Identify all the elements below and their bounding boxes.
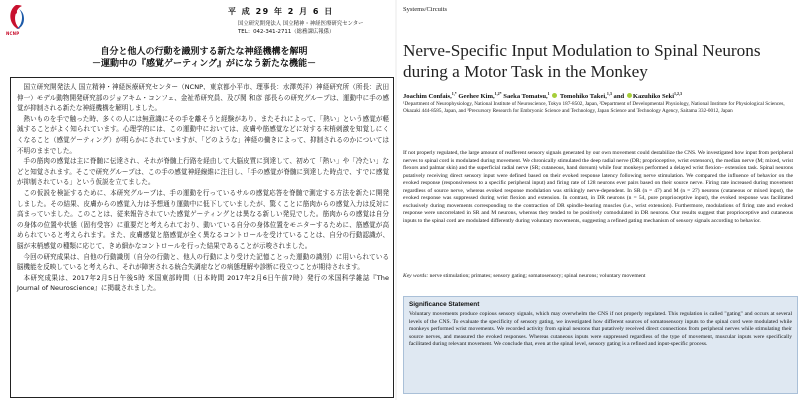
author-name: Kazuhiko Seki bbox=[632, 93, 675, 101]
body-paragraph: 今回の研究成果は、自他の行動識別（自分の行動と、他人の行動により受けた記憶ことった運動の識別）に用いられている脳機能を反映していると考えられ、それが障害される統合失調症などの病態理解や診断に役立つことが期待されます。 bbox=[17, 252, 389, 272]
japanese-press-release bbox=[0, 0, 395, 400]
body-paragraph: この仮説を検証するために、本研究グループは、手の運動を行っているサルの感覚応答を脊髄で測定する方法を新たに開発しました。その結果、皮膚からの感覚入力は予想通り運動中に低下していましたが、驚くことに筋肉からの感覚入力は反対に高まっていました。このことは、従来報告されていた感覚ゲーティングとは異なる新しい発見でした。筋肉からの感覚は自分の身体の位置や状態（固有受容）に重要だと考えられており、動いている自分の身体位置をモニターするために、筋感覚が高められていると考えられます。また、皮膚感覚と筋感覚が全く異なるコントロールを受けていることは、自分の行動認識が、脳が末梢感覚の種類に応じて、きめ細かなコントロールを行った結果であることが示唆されました。 bbox=[17, 188, 389, 250]
logo-text: NCNP bbox=[6, 31, 20, 36]
section-label: Systems/Circuits bbox=[403, 6, 448, 13]
subtitle-line: －運動中の『感覚ゲーティング』がになう新たな機能－ bbox=[91, 59, 317, 69]
author-name: Geehee Kim, bbox=[456, 93, 495, 101]
contact-phone: TEL：042-341-2711（総務課広報係） bbox=[238, 28, 335, 35]
organization-contact bbox=[238, 21, 363, 36]
body-paragraph: 本研究成果は、2017年2月5日午後5時 米国東部時間（日本時間 2017年2月6日午前7時）発行の米国科学雑誌『The Journal of Neuroscience』に掲載されました。 bbox=[17, 273, 389, 293]
significance-text: Voluntary movements produce copious sensory signals, which may overwhelm the CNS if not properly regulated. This regulation is called "gating" and occurs at several levels of the CNS. To evaluate the specificity of sensory gating, we investigated how different sources of somatosensory inputs to the spinal cord were modulated while monkeys performed wrist movements. We recorded activity from spinal neurons that putatively received direct connections from peripheral nerves while stimulating their source nerves, and measured the evoked responses. Whereas cutaneous inputs were suppressed regardless of the type of movement, muscular inputs were specifically facilitated during relevant movement. We conclude that, even at the spinal level, sensory gating is a refined and input-specific process. bbox=[409, 311, 792, 348]
press-release-title bbox=[44, 46, 364, 70]
organization-name: 国立研究開発法人 国立精神・神経医療研究センター bbox=[238, 21, 364, 27]
keywords bbox=[403, 273, 793, 279]
author-name: Joachim Confais, bbox=[403, 93, 452, 101]
press-release-body bbox=[10, 77, 394, 398]
keywords-label: Key words: bbox=[403, 273, 429, 279]
author-name: Tomohiko Takei, bbox=[558, 93, 607, 101]
significance-title: Significance Statement bbox=[409, 301, 480, 308]
keywords-list: nerve stimulation; primates; sensory gating; somatosensory; spinal neurons; voluntary movement bbox=[428, 273, 646, 279]
author-name: Saeka Tomatsu, bbox=[501, 93, 548, 101]
author-separator: and bbox=[611, 93, 626, 101]
orcid-icon[interactable] bbox=[627, 93, 632, 98]
ncnp-logo-icon bbox=[6, 3, 26, 33]
journal-paper bbox=[397, 0, 800, 400]
body-paragraph: 国立研究開発法人 国立精神・神経医療研究センター（NCNP、東京都小平市、理事長：水澤英洋）神経研究所（所長：武田伸一）モデル動物開発研究部のジョアキム・コンフェ、金祉希研究員、及び関 和彦 部長らの研究グループは、運動中に手の感覚が抑制される新たな神経機構を解明しました。 bbox=[17, 83, 389, 113]
significance-statement-box bbox=[403, 296, 798, 394]
release-date: 平 成 29 年 2 月 6 日 bbox=[228, 7, 334, 16]
author-list: Joachim Confais,$^{1,*}$ Geehee Kim,$^{1,2*}$ Saeka Tomatsu,$^1$ Tomohiko Takei,$^{1,3}$ and Kazuhiko Seki$^{1,2,3}$ bbox=[403, 91, 683, 101]
abstract: If not properly regulated, the large amount of reafferent sensory signals generated by our own movement could destabilize the CNS. We investigated how input from peripheral nerves to spinal cord is modulated during movement. We chronically stimulated the deep radial nerve (DR; proprioceptive, wrist extensors), the median nerve (M; mixed, wrist flexors and palmar skin) and the superficial radial nerve (SR; cutaneous, hand dorsum) while four monkeys performed a delayed wrist flexion– extension task. Spinal neurons putatively receiving direct sensory input were defined based on their evoked response latency following nerve stimulation. We compared the influence of behavior on the evoked response (responsiveness to a specific peripheral input) and firing rate of 128 neurons ever pairs based on their source nerve. Firing rate increased during movement regardless of source nerve, whereas evoked response modulation was strikingly nerve-dependent. In SR (n = 47) and M (n = 27) neurons (cutaneous or mixed input), the evoked response was suppressed during wrist flexion and extension. In contrast, in DR neurons (n = 54, pure proprioceptive input), the evoked response was facilitated exclusively during movements corresponding to the contraction of DR spindle-bearing muscles (i.e., wrist extension). Furthermore, modulations of firing rate and evoked response were uncorrelated in SR and M neurons, whereas they tended to be positively comodulated in DR neurons. Our results suggest that proprioceptive and cutaneous inputs to the spinal cord are modulated differently during voluntary movements, suggesting a refined gating mechanism of sensory signals according to behavior. bbox=[403, 150, 793, 224]
paper-title: Nerve-Specific Input Modulation to Spinal Neurons during a Motor Task in the Monkey bbox=[403, 41, 761, 81]
title-line: 自分と他人の行動を識別する新たな神経機構を解明 bbox=[100, 47, 308, 57]
orcid-icon[interactable] bbox=[552, 93, 557, 98]
affiliations: ¹Department of Neurophysiology, National Institute of Neuroscience, Tokyo 187-8502, Japan, ²Department of Developmental Physiology, National Institute for Physiological Sciences, Okazaki 444-8585, Japan, and ³Precursory Research for Embryonic Science and Technology, Japan Science and Technology Agency, Saitama 332-0012, Japan bbox=[403, 101, 785, 115]
body-paragraph: 熱いものを手で触った時、多くの人には無意識にその手を離そうと経験があり、またそれによって、「熱い」という感覚が軽減することがよく知られています。心理学的には、この運動中においては、皮膚や筋感覚などに対する末梢刺激を知覚しにくくなること（感覚ゲーティング）が明らかにされていますが、「どのような」神経の働きによって、抑制されるのかについては不明のままでした。 bbox=[17, 114, 389, 155]
body-paragraph: 手の筋肉の感覚は主に脊髄に伝達され、それが脊髄上行路を経由して大脳皮質に到達して、初めて「熱い」や「冷たい」などと知覚されます。そこで研究グループは、この手の感覚神経線維に注目し、「手の感覚が脊髄に到達した時点で、すでに感覚が抑制されている」という仮説を立てました。 bbox=[17, 157, 389, 187]
